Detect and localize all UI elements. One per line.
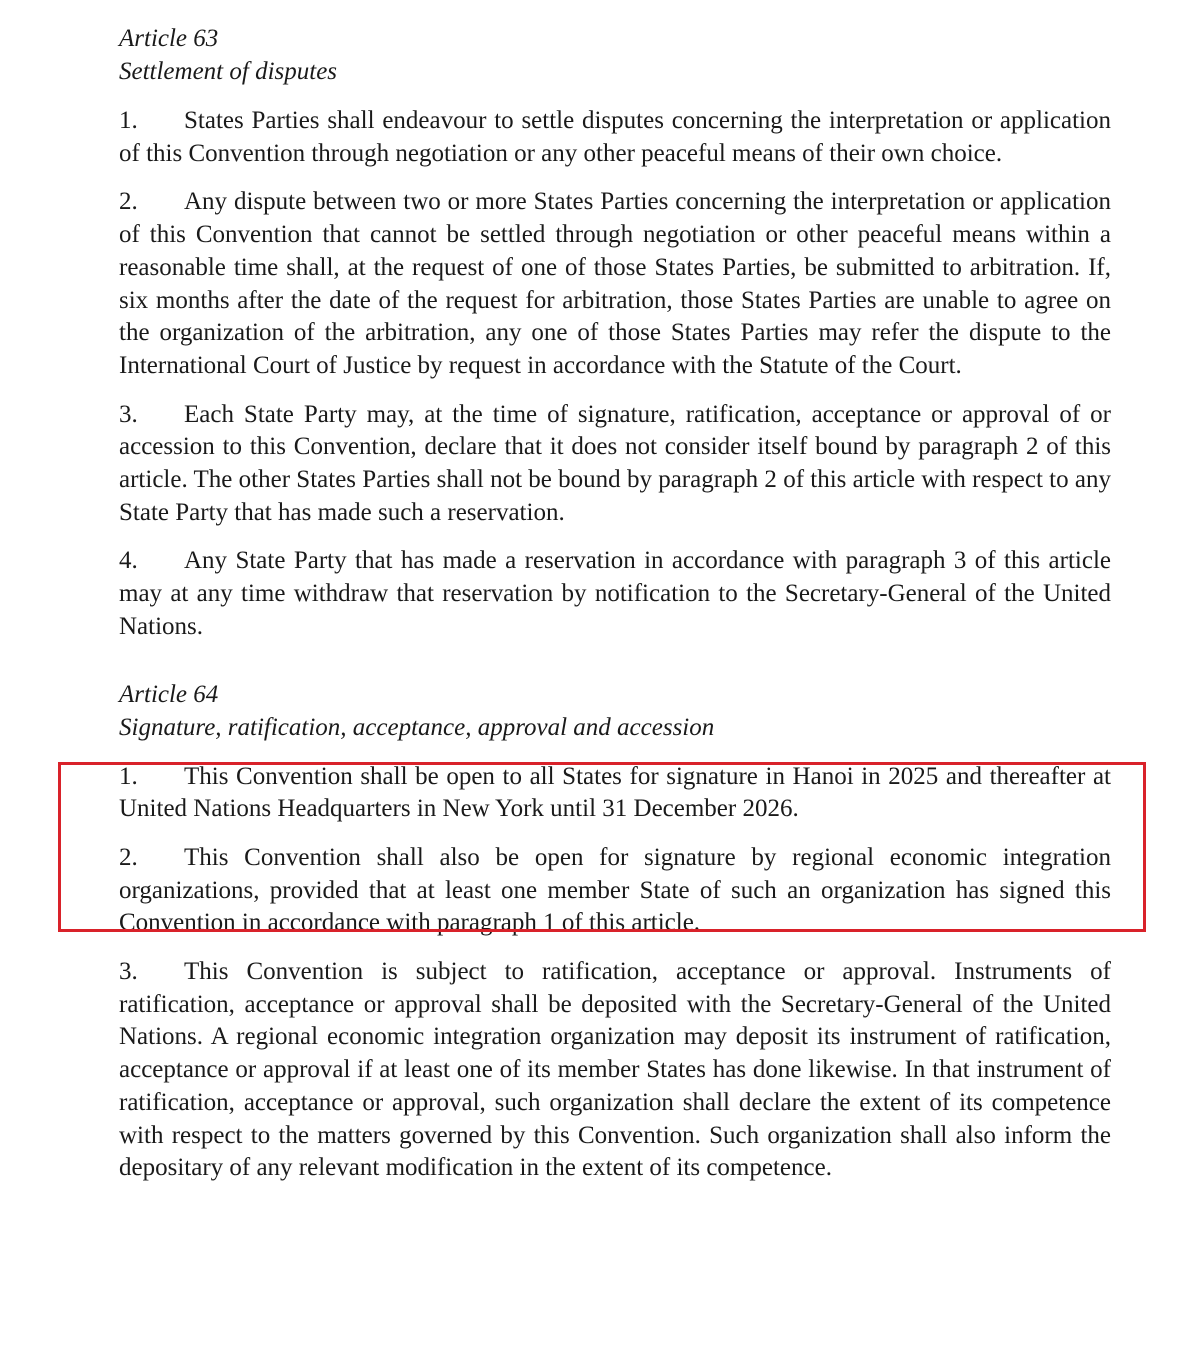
article-64-paragraph-3 bbox=[119, 956, 1111, 1185]
article-64-paragraph-2 bbox=[119, 842, 1111, 940]
article-63-title: Settlement of disputes bbox=[119, 58, 338, 85]
paragraph-number: 4. bbox=[119, 547, 138, 575]
paragraph-number: 3. bbox=[119, 958, 138, 986]
paragraph-text: This Convention shall be open to all States for signature in Hanoi in 2025 and thereafter at United Nations Headquarters in New York until 31 December 2026. bbox=[119, 762, 1111, 823]
article-64-paragraph-1 bbox=[119, 761, 1111, 826]
paragraph-text: This Convention is subject to ratification, acceptance or approval. Instruments of ratification, acceptance or approval shall be deposited with the Secretary-General of the United Nations. A regional economic integration organization may deposit its instrument of ratification, acceptance or approval if at least one of its member States has done likewise. In that instrument of ratification, acceptance or approval, such organization shall declare the extent of its competence with respect to the matters governed by this Convention. Such organization shall also inform the depositary of any relevant modification in the extent of its competence. bbox=[119, 958, 1111, 1182]
paragraph-text: Each State Party may, at the time of signature, ratification, acceptance or approval of or accession to this Convention, declare that it does not consider itself bound by paragraph 2 of this article. The other States Parties shall not be bound by paragraph 2 of this article with respect to any State Party that has made such a reservation. bbox=[119, 400, 1111, 526]
article-63-paragraph-4 bbox=[119, 545, 1111, 643]
article-63-paragraph-3 bbox=[119, 399, 1111, 530]
paragraph-number: 2. bbox=[119, 188, 138, 216]
paragraph-number: 1. bbox=[119, 762, 138, 790]
document-page bbox=[119, 22, 1111, 1185]
article-64-title: Signature, ratification, acceptance, approval and accession bbox=[119, 713, 715, 741]
paragraph-text: Any State Party that has made a reservation in accordance with paragraph 3 of this article may at any time withdraw that reservation by notification to the Secretary-General of the United Nations. bbox=[119, 547, 1111, 640]
paragraph-text: States Parties shall endeavour to settle disputes concerning the interpretation or application of this Convention through negotiation or any other peaceful means of their own choice. bbox=[119, 107, 1111, 167]
paragraph-number: 2. bbox=[119, 843, 138, 871]
paragraph-text: This Convention shall also be open for signature by regional economic integration organizations, provided that at least one member State of such an organization has signed this Convention in accordance with paragraph 1 of this article. bbox=[119, 843, 1111, 937]
paragraph-number: 3. bbox=[119, 400, 138, 428]
article-64-heading bbox=[119, 678, 1111, 744]
article-63-number: Article 63 bbox=[119, 25, 219, 52]
article-63-heading bbox=[119, 22, 1111, 88]
article-63-paragraph-1 bbox=[119, 105, 1111, 170]
paragraph-text: Any dispute between two or more States Parties concerning the interpretation or application of this Convention that cannot be settled through negotiation or other peaceful means within a reasonable time shall, at the request of one of those States Parties, be submitted to arbitration. If, six months after the date of the request for arbitration, those States Parties are unable to agree on the organization of the arbitration, any one of those States Parties may refer the dispute to the International Court of Justice by request in accordance with the Statute of the Court. bbox=[119, 188, 1111, 379]
article-63-paragraph-2 bbox=[119, 186, 1111, 382]
paragraph-number: 1. bbox=[119, 107, 138, 134]
article-64-number: Article 64 bbox=[119, 680, 219, 708]
